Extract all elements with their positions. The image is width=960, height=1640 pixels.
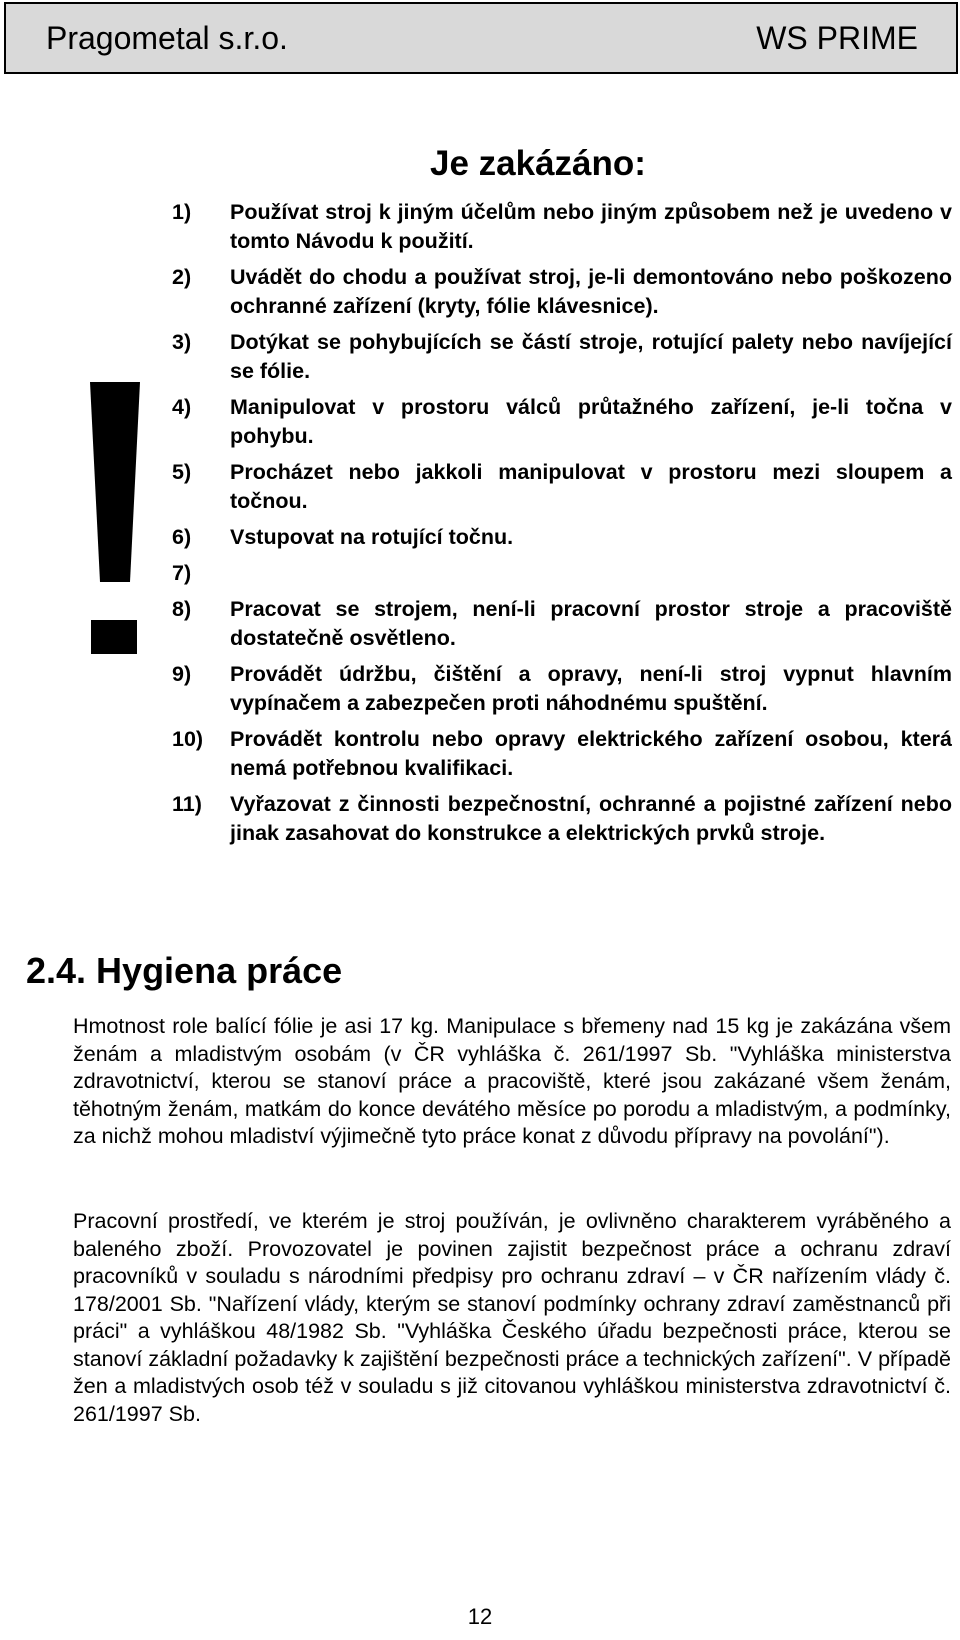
page-header [4, 2, 958, 74]
list-item: 1) Používat stroj k jiným účelům nebo jiným způsobem než je uvedeno v tomto Návodu k použití. [172, 200, 952, 253]
list-item: 2) Uvádět do chodu a používat stroj, je-li demontováno nebo poškozeno ochranné zařízení (kryty, fólie klávesnice). [172, 265, 952, 318]
forbidden-list [172, 198, 952, 855]
section-title: 2.4. Hygiena práce [26, 950, 343, 991]
list-item: 6) Vstupovat na rotující točnu. [172, 525, 514, 549]
list-item: 10) Provádět kontrolu nebo opravy elektrického zařízení osobou, která nemá potřebnou kvalifikaci. [172, 727, 952, 780]
list-item: 4) Manipulovat v prostoru válců průtažného zařízení, je-li točna v pohybu. [172, 395, 952, 448]
product-name: WS PRIME [756, 19, 918, 56]
paragraph: Pracovní prostředí, ve kterém je stroj používán, je ovlivněno charakterem vyráběného a baleného zboží. Provozovatel je povinen zajistit bezpečnost práce a ochranu zdraví pracovníků v souladu s národními předpisy pro ochranu zdraví – v ČR nařízením vlády č. 178/2001 Sb. "Nařízení vlády, kterým se stanoví podmínky ochrany zdraví zaměstnanců při práci" a vyhláškou 48/1982 Sb. "Vyhláška Českého úřadu bezpečnosti práce, kterou se stanoví základní požadavky k zajištění bezpečnosti práce a technických zařízení". V případě žen a mladistvých osob též v souladu s již citovanou vyhláškou ministerstva zdravotnictví č. 261/1997 Sb. [73, 1209, 951, 1426]
paragraph: Hmotnost role balící fólie je asi 17 kg. Manipulace s břemeny nad 15 kg je zakázána všem ženám a mladistvým osobám (v ČR vyhláška č. 261/1997 Sb. "Vyhláška ministerstva zdravotnictví, kterou se stanoví práce a pracoviště, které jsou zakázané všem ženám, těhotným ženám, matkám do konce devátého měsíce po porodu a mladistvým, a podmínky, za nichž mohou mladiství výjimečně tyto práce konat z důvodu přípravy na povolání"). [73, 1014, 951, 1148]
list-item: 3) Dotýkat se pohybujících se částí stroje, rotující palety nebo navíjející se fólie. [172, 330, 952, 383]
list-item: 5) Procházet nebo jakkoli manipulovat v prostoru mezi sloupem a točnou. [172, 460, 952, 513]
company-name: Pragometal s.r.o. [46, 19, 288, 56]
forbidden-heading: Je zakázáno: [430, 144, 646, 183]
page-number: 12 [467, 1604, 493, 1629]
list-item: 9) Provádět údržbu, čištění a opravy, není-li stroj vypnut hlavním vypínačem a zabezpečen proti náhodnému spuštění. [172, 662, 952, 715]
list-item: 7) [172, 561, 192, 585]
list-item: 11) Vyřazovat z činnosti bezpečnostní, ochranné a pojistné zařízení nebo jinak zasahovat do konstrukce a elektrických prvků stroje. [172, 792, 952, 845]
list-item: 8) Pracovat se strojem, není-li pracovní prostor stroje a pracoviště dostatečně osvětleno. [172, 597, 952, 650]
warning-exclamation-icon [90, 382, 140, 652]
